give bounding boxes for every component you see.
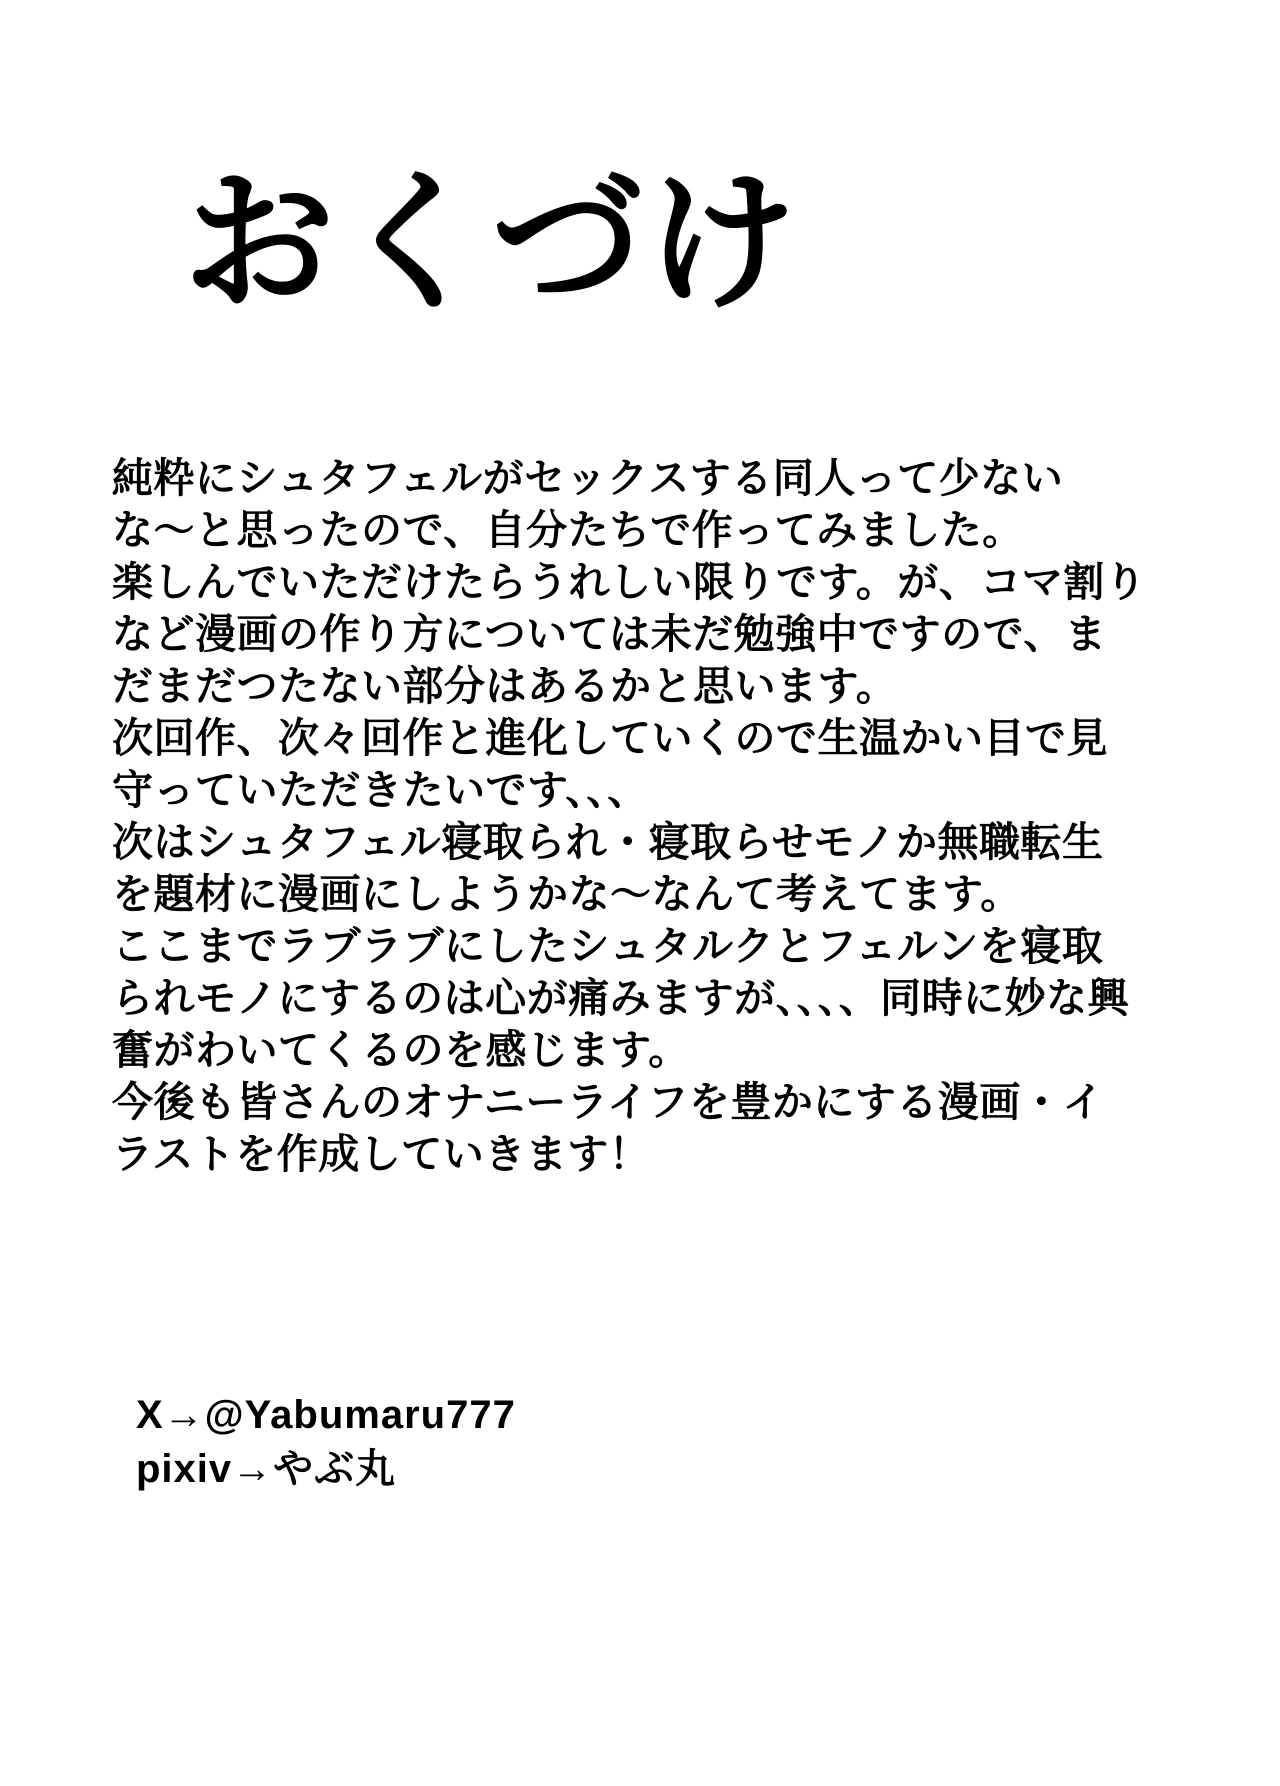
afterword-line: 奮がわいてくるのを感じます。: [112, 1027, 690, 1073]
afterword-line: ここまでラブラブにしたシュタルクとフェルンを寝取: [112, 923, 1104, 969]
afterword-line: だまだつたない部分はあるかと思います。: [112, 663, 898, 709]
afterword-line: など漫画の作り方については未だ勉強中ですので、ま: [112, 611, 1107, 657]
afterword-line: られモノにするのは心が痛みますが、、、、同時に妙な興: [112, 975, 1130, 1021]
afterword-line: 次はシュタフェル寝取られ・寝取らせモノか無職転生: [112, 819, 1104, 865]
afterword-text: [112, 452, 1187, 1180]
afterword-line: を題材に漫画にしようかな〜なんて考えてます。: [112, 871, 1022, 917]
afterword-line: 純粋にシュタフェルがセックスする同人って少ない: [112, 455, 1064, 501]
page-title: おくづけ: [183, 158, 799, 328]
pixiv-handle: pixiv→やぶ丸: [136, 1447, 397, 1491]
author-contacts: [136, 1388, 516, 1496]
afterword-line: ラストを作成していきます！: [112, 1131, 651, 1177]
afterword-line: な〜と思ったので、自分たちで作ってみました。: [112, 507, 1024, 553]
afterword-line: 守っていただきたいです、、、: [112, 767, 649, 813]
afterword-line: 今後も皆さんのオナニーライフを豊かにする漫画・イ: [112, 1079, 1104, 1125]
afterword-line: 次回作、次々回作と進化していくので生温かい目で見: [112, 715, 1108, 761]
afterword-line: 楽しんでいただけたらうれしい限りです。が、コマ割り: [112, 559, 1147, 605]
x-handle: X→@Yabumaru777: [136, 1393, 516, 1437]
